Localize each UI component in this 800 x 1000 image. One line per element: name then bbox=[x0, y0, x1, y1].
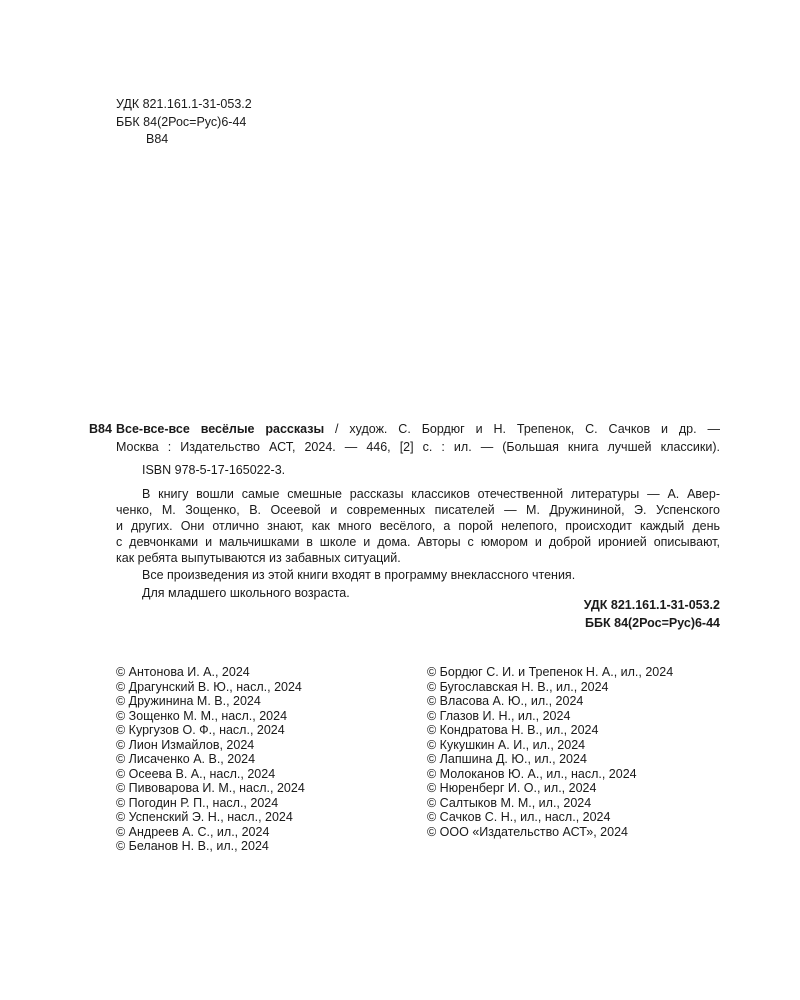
copyright-line: © Молоканов Ю. А., ил., насл., 2024 bbox=[427, 766, 637, 781]
copyright-line: © Кукушкин А. И., ил., 2024 bbox=[427, 737, 586, 752]
author-sign-top: В84 bbox=[146, 132, 169, 146]
annotation-line: как ребята выпутываются из забавных ситуаций. bbox=[116, 551, 401, 565]
annotation-line: и других. Они отлично знают, как много весёлого, а порой нелепого, происходит каждый день bbox=[116, 519, 720, 533]
copyright-line: © Лапшина Д. Ю., ил., 2024 bbox=[427, 752, 587, 766]
udk-code-bottom: УДК 821.161.1-31-053.2 bbox=[583, 598, 720, 612]
annotation-line: В книгу вошли самые смешные рассказы классиков отечественной литературы — А. Авер- bbox=[142, 487, 720, 501]
copyright-line: © Беланов Н. В., ил., 2024 bbox=[116, 839, 269, 853]
entry-credits: / худож. С. Бордюг и Н. Трепенок, С. Сачков и др. — bbox=[324, 422, 720, 436]
udk-code-top: УДК 821.161.1-31-053.2 bbox=[116, 97, 252, 111]
bibliographic-entry bbox=[116, 420, 720, 456]
copyright-line: © Драгунский В. Ю., насл., 2024 bbox=[116, 679, 302, 694]
copyright-line: © Власова А. Ю., ил., 2024 bbox=[427, 694, 584, 708]
curriculum-note: Все произведения из этой книги входят в программу внеклассного чтения. bbox=[142, 568, 576, 582]
age-note: Для младшего школьного возраста. bbox=[142, 586, 350, 600]
copyright-list-left bbox=[116, 665, 305, 854]
copyright-line: © ООО «Издательство АСТ», 2024 bbox=[427, 824, 628, 839]
copyright-line: © Андреев А. С., ил., 2024 bbox=[116, 824, 270, 839]
copyright-line: © Лион Измайлов, 2024 bbox=[116, 737, 255, 752]
copyright-list-right bbox=[427, 665, 673, 839]
classification-top bbox=[116, 96, 252, 149]
copyright-line: © Бугославская Н. В., ил., 2024 bbox=[427, 679, 609, 694]
entry-line-2: Москва : Издательство АСТ, 2024. — 446, [2] с. : ил. — (Большая книга лучшей классики). bbox=[116, 440, 720, 454]
copyright-line: © Бордюг С. И. и Трепенок Н. А., ил., 2024 bbox=[427, 665, 674, 679]
bbk-code-bottom: ББК 84(2Рос=Рус)6-44 bbox=[585, 615, 720, 630]
copyright-line: © Погодин Р. П., насл., 2024 bbox=[116, 795, 279, 810]
copyright-line: © Пивоварова И. М., насл., 2024 bbox=[116, 781, 305, 795]
copyright-line: © Осеева В. А., насл., 2024 bbox=[116, 766, 276, 781]
copyright-line: © Кургузов О. Ф., насл., 2024 bbox=[116, 723, 285, 737]
annotation-notes bbox=[142, 566, 575, 602]
copyright-line: © Нюренберг И. О., ил., 2024 bbox=[427, 781, 597, 795]
copyright-line: © Успенский Э. Н., насл., 2024 bbox=[116, 810, 293, 824]
annotation-line: ченко, М. Зощенко, В. Осеевой и современных писателей — М. Дружининой, Э. Успенского bbox=[116, 503, 720, 517]
annotation bbox=[116, 486, 720, 566]
author-sign-code: В84 bbox=[89, 422, 112, 436]
copyright-line: © Салтыков М. М., ил., 2024 bbox=[427, 795, 592, 810]
classification-bottom bbox=[584, 597, 720, 632]
copyright-line: © Антонова И. А., 2024 bbox=[116, 665, 250, 679]
copyright-line: © Глазов И. Н., ил., 2024 bbox=[427, 708, 571, 723]
copyright-line: © Зощенко М. М., насл., 2024 bbox=[116, 708, 288, 723]
isbn: ISBN 978-5-17-165022-3. bbox=[142, 463, 286, 477]
book-title: Все-все-все весёлые рассказы bbox=[116, 422, 325, 436]
copyright-line: © Лисаченко А. В., 2024 bbox=[116, 752, 256, 766]
copyright-line: © Сачков С. Н., ил., насл., 2024 bbox=[427, 810, 611, 824]
annotation-line: с девчонками и мальчишками в школе и дома. Авторы с юмором и доброй иронией описывают, bbox=[116, 535, 720, 549]
copyright-line: © Кондратова Н. В., ил., 2024 bbox=[427, 723, 599, 737]
copyright-line: © Дружинина М. В., 2024 bbox=[116, 694, 261, 708]
entry-line-1 bbox=[116, 420, 720, 438]
bbk-code-top: ББК 84(2Рос=Рус)6-44 bbox=[116, 114, 247, 129]
